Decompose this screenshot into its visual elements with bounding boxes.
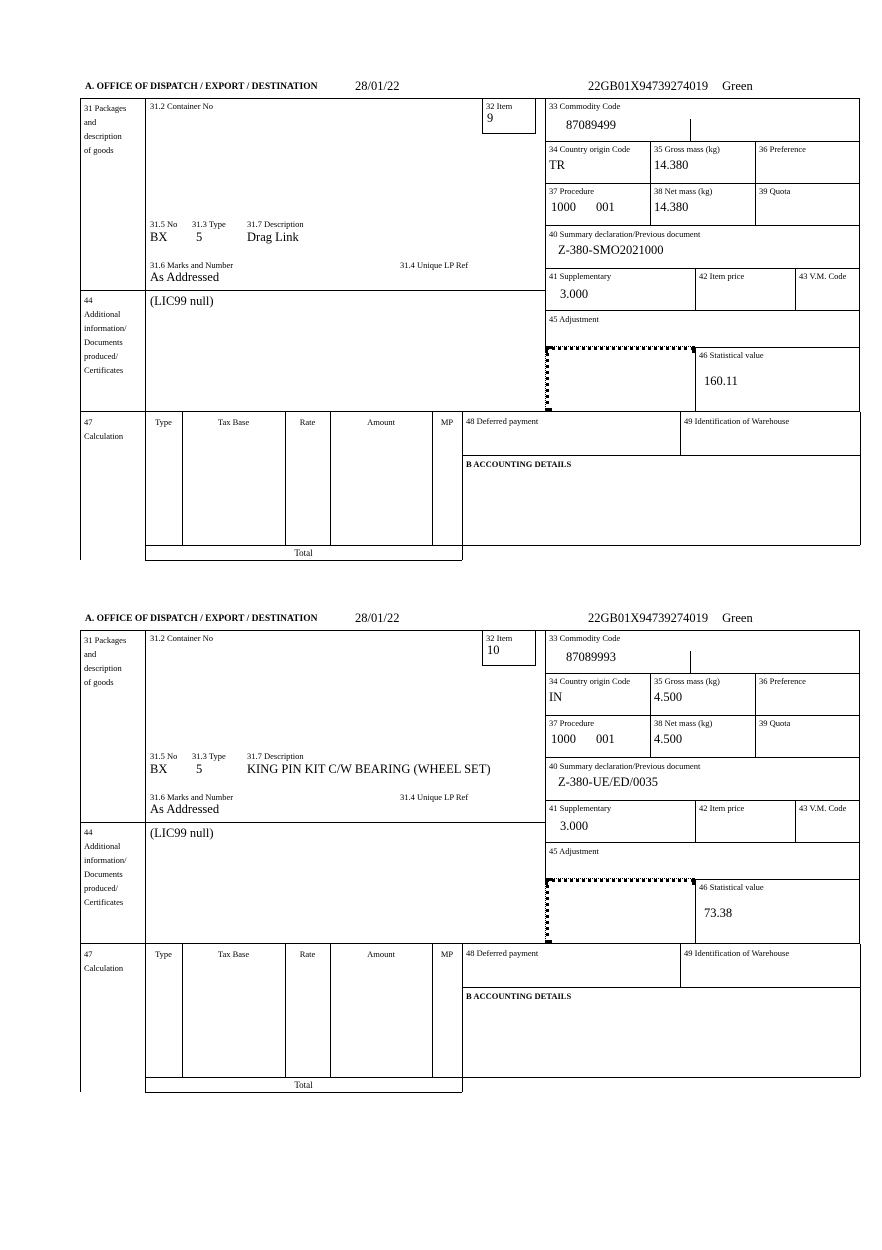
previous-document-value: Z-380-SMO2021000: [558, 243, 664, 257]
country-origin-label: 34 Country origin Code: [549, 676, 630, 686]
total-row-top-border: [145, 545, 860, 546]
row-divider: [545, 757, 859, 758]
unique-lp-ref-label: 31.4 Unique LP Ref: [400, 260, 469, 270]
adjustment-label: 45 Adjustment: [549, 846, 599, 856]
calc-right-border: [860, 944, 861, 1077]
procedure-label: 37 Procedure: [549, 186, 595, 196]
calculation-label: 47 Calculation: [84, 949, 124, 973]
calc-table-border: [145, 944, 146, 1092]
additional-information-value: (LIC99 null): [150, 826, 214, 840]
goods-description-value: KING PIN KIT C/W BEARING (WHEEL SET): [247, 762, 491, 776]
calc-column-border: [330, 944, 331, 1077]
item-number-label: 32 Item: [486, 101, 513, 111]
calc-table-border: [145, 412, 146, 560]
row-divider: [545, 715, 859, 716]
statistical-value-label: 46 Statistical value: [699, 350, 764, 360]
description-label: 31.7 Description: [247, 751, 304, 761]
box31-label: 31 Packages and description of goods: [84, 635, 127, 687]
package-type-label: 31.3 Type: [192, 751, 226, 761]
country-origin-value: IN: [549, 690, 563, 704]
accounting-top-border: [462, 987, 860, 988]
box44-divider: [81, 822, 545, 823]
net-mass-label: 38 Net mass (kg): [654, 186, 713, 196]
calc-table-border: [462, 412, 463, 560]
procedure-suffix-value: 001: [596, 200, 615, 214]
supplementary-value: 3.000: [560, 287, 589, 301]
cell-border: [795, 268, 796, 310]
dotted-row-divider: [545, 346, 695, 350]
row-divider: [545, 673, 859, 674]
col-header-rate: Rate: [299, 949, 316, 959]
net-mass-value: 4.500: [654, 732, 683, 746]
additional-information-value: (LIC99 null): [150, 294, 214, 308]
office-of-dispatch-heading: A. OFFICE OF DISPATCH / EXPORT / DESTINATION: [85, 82, 318, 92]
total-label: Total: [294, 548, 313, 558]
commodity-code-label: 33 Commodity Code: [549, 101, 621, 111]
quota-label: 39 Quota: [759, 186, 791, 196]
col-header-mp: MP: [440, 949, 454, 959]
unique-lp-ref-label: 31.4 Unique LP Ref: [400, 792, 469, 802]
accounting-details-heading: B ACCOUNTING DETAILS: [466, 459, 572, 469]
cell-border: [755, 183, 756, 225]
box44-label: 44 Additional information/ Documents produced/ Certificates: [84, 295, 127, 375]
col-header-amount: Amount: [367, 417, 395, 427]
quota-label: 39 Quota: [759, 718, 791, 728]
commodity-code-divider: [690, 119, 691, 141]
adjustment-label: 45 Adjustment: [549, 314, 599, 324]
calc-column-border: [182, 412, 183, 545]
deferred-payment-label: 48 Deferred payment: [466, 416, 539, 426]
col-header-tax-base: Tax Base: [217, 417, 250, 427]
dotted-column-border: [545, 878, 549, 943]
declaration-item-section: [0, 78, 882, 561]
total-row-top-border: [145, 1077, 860, 1078]
procedure-value: 1000: [551, 200, 576, 214]
row-divider: [545, 268, 859, 269]
procedure-value: 1000: [551, 732, 576, 746]
package-type-label: 31.3 Type: [192, 219, 226, 229]
total-row-bottom-border: [145, 560, 462, 561]
package-type-value: 5: [196, 230, 203, 244]
col-header-mp: MP: [440, 417, 454, 427]
item-price-label: 42 Item price: [699, 271, 745, 281]
col-header-amount: Amount: [367, 949, 395, 959]
summary-declaration-label: 40 Summary declaration/Previous document: [549, 229, 701, 239]
left-column-border: [145, 631, 146, 943]
box44-label: 44 Additional information/ Documents produced/ Certificates: [84, 827, 127, 907]
left-column-border: [145, 99, 146, 411]
calc-column-border: [285, 944, 286, 1077]
gross-mass-label: 35 Gross mass (kg): [654, 676, 720, 686]
procedure-label: 37 Procedure: [549, 718, 595, 728]
marks-label: 31.6 Marks and Number: [150, 260, 234, 270]
cell-border: [650, 715, 651, 757]
supplementary-label: 41 Supplementary: [549, 271, 612, 281]
package-type-value: 5: [196, 762, 203, 776]
col-header-type: Type: [155, 949, 172, 959]
routing-status: Green: [722, 611, 753, 625]
calc-right-border: [860, 412, 861, 545]
col-header-rate: Rate: [299, 417, 316, 427]
country-origin-label: 34 Country origin Code: [549, 144, 630, 154]
package-code-value: BX: [150, 762, 168, 776]
cell-border: [755, 715, 756, 757]
box31-label: 31 Packages and description of goods: [84, 103, 127, 155]
package-no-label: 31.5 No: [150, 219, 178, 229]
deferred-payment-label: 48 Deferred payment: [466, 948, 539, 958]
net-mass-value: 14.380: [654, 200, 689, 214]
declaration-date: 28/01/22: [355, 611, 400, 625]
marks-value: As Addressed: [150, 802, 220, 816]
supplementary-label: 41 Supplementary: [549, 803, 612, 813]
calc-left-border: [80, 412, 81, 560]
office-of-dispatch-heading: A. OFFICE OF DISPATCH / EXPORT / DESTINATION: [85, 614, 318, 624]
description-label: 31.7 Description: [247, 219, 304, 229]
cell-border: [795, 800, 796, 842]
declaration-reference-group: [588, 612, 753, 626]
dotted-row-divider: [545, 878, 695, 882]
right-column-border: [545, 99, 546, 346]
row-divider: [545, 225, 859, 226]
col-header-type: Type: [155, 417, 172, 427]
row-divider: [545, 842, 859, 843]
movement-reference-number: 22GB01X94739274019: [588, 79, 709, 93]
calc-column-border: [285, 412, 286, 545]
row-divider: [545, 183, 859, 184]
vm-code-label: 43 V.M. Code: [799, 271, 847, 281]
box44-divider: [81, 290, 545, 291]
gross-mass-value: 4.500: [654, 690, 683, 704]
warehouse-label: 49 Identification of Warehouse: [684, 948, 790, 958]
row-divider: [545, 800, 859, 801]
cell-border: [650, 183, 651, 225]
previous-document-value: Z-380-UE/ED/0035: [558, 775, 658, 789]
summary-declaration-label: 40 Summary declaration/Previous document: [549, 761, 701, 771]
movement-reference-number: 22GB01X94739274019: [588, 611, 709, 625]
country-origin-value: TR: [549, 158, 565, 172]
commodity-code-label: 33 Commodity Code: [549, 633, 621, 643]
preference-label: 36 Preference: [759, 144, 806, 154]
cell-border: [695, 800, 696, 842]
total-row-bottom-border: [145, 1092, 462, 1093]
calc-table-border: [462, 944, 463, 1092]
deferred-warehouse-divider: [680, 412, 681, 455]
warehouse-label: 49 Identification of Warehouse: [684, 416, 790, 426]
preference-label: 36 Preference: [759, 676, 806, 686]
cell-border: [650, 141, 651, 183]
declaration-reference-group: [588, 80, 753, 94]
supplementary-value: 3.000: [560, 819, 589, 833]
item-number-value: 10: [487, 643, 500, 657]
package-no-label: 31.5 No: [150, 751, 178, 761]
commodity-code-value: 87089993: [566, 650, 616, 664]
calc-column-border: [432, 944, 433, 1077]
net-mass-label: 38 Net mass (kg): [654, 718, 713, 728]
marks-label: 31.6 Marks and Number: [150, 792, 234, 802]
item-number-box: [482, 99, 536, 134]
calc-left-border: [80, 944, 81, 1092]
commodity-code-divider: [690, 651, 691, 673]
statistical-value-label: 46 Statistical value: [699, 882, 764, 892]
container-no-label: 31.2 Container No: [150, 633, 214, 643]
item-detail-box: [80, 630, 860, 944]
calc-column-border: [330, 412, 331, 545]
item-number-box: [482, 631, 536, 666]
procedure-value-group: [551, 201, 615, 215]
statistical-value: 73.38: [704, 906, 733, 920]
row-divider: [545, 141, 859, 142]
container-no-label: 31.2 Container No: [150, 101, 214, 111]
calc-column-border: [432, 412, 433, 545]
package-code-value: BX: [150, 230, 168, 244]
dotted-column-border: [545, 346, 549, 411]
total-label: Total: [294, 1080, 313, 1090]
declaration-date: 28/01/22: [355, 79, 400, 93]
routing-status: Green: [722, 79, 753, 93]
item-detail-box: [80, 98, 860, 412]
gross-mass-label: 35 Gross mass (kg): [654, 144, 720, 154]
item-price-label: 42 Item price: [699, 803, 745, 813]
right-column-border: [545, 631, 546, 878]
gross-mass-value: 14.380: [654, 158, 689, 172]
cell-border: [755, 673, 756, 715]
procedure-suffix-value: 001: [596, 732, 615, 746]
col-header-tax-base: Tax Base: [217, 949, 250, 959]
item-number-value: 9: [487, 111, 494, 125]
statistical-value: 160.11: [704, 374, 738, 388]
calc-column-border: [182, 944, 183, 1077]
marks-value: As Addressed: [150, 270, 220, 284]
procedure-value-group: [551, 733, 615, 747]
declaration-item-section: [0, 610, 882, 1093]
cell-border: [650, 673, 651, 715]
accounting-top-border: [462, 455, 860, 456]
goods-description-value: Drag Link: [247, 230, 299, 244]
calculation-label: 47 Calculation: [84, 417, 124, 441]
commodity-code-value: 87089499: [566, 118, 616, 132]
cell-border: [695, 268, 696, 310]
cell-border: [755, 141, 756, 183]
vm-code-label: 43 V.M. Code: [799, 803, 847, 813]
row-divider: [545, 310, 859, 311]
deferred-warehouse-divider: [680, 944, 681, 987]
accounting-details-heading: B ACCOUNTING DETAILS: [466, 991, 572, 1001]
item-number-label: 32 Item: [486, 633, 513, 643]
